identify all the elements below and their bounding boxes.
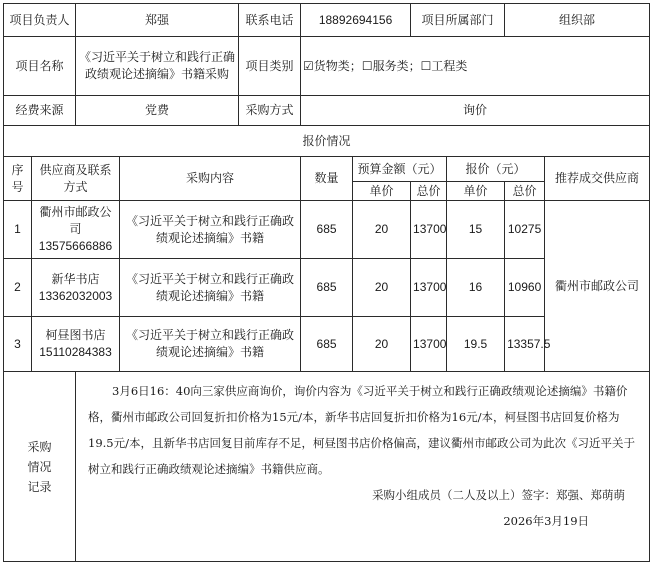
supplier-name: 柯昼图书店 <box>45 328 106 342</box>
row-supplier <box>32 317 120 372</box>
row-content: 《习近平关于树立和践行正确政绩观论述摘编》书籍 <box>120 317 301 372</box>
row-budget-unit: 20 <box>353 201 411 259</box>
record-text: 3月6日16：40向三家供应商询价，询价内容为《习近平关于树立和践行正确政绩观论述摘编》书籍价格，衢州市邮政公司回复折扣价格为15元/本，新华书店回复折扣价格为16元/本，柯昼图书店回复价格为19.5元/本，且新华书店回复目前库存不足，柯昼图书店价格偏高，建议衢州市邮政公司为此次《习近平关于树立和践行正确政绩观论述摘编》书籍供应商。 <box>88 384 635 476</box>
funding-source-value: 党费 <box>76 96 239 126</box>
row-qty: 685 <box>301 259 353 317</box>
leader-label: 项目负责人 <box>4 4 76 37</box>
row-quote-unit: 19.5 <box>447 317 505 372</box>
row-quote-total: 10275 <box>505 201 545 259</box>
col-supplier: 供应商及联系方式 <box>32 157 120 201</box>
col-quote: 报价（元） <box>447 157 545 182</box>
row-seq: 2 <box>4 259 32 317</box>
row-quote-unit: 16 <box>447 259 505 317</box>
procurement-method-value: 询价 <box>301 96 650 126</box>
project-name-value: 《习近平关于树立和践行正确政绩观论述摘编》书籍采购 <box>76 37 239 96</box>
row-content: 《习近平关于树立和践行正确政绩观论述摘编》书籍 <box>120 259 301 317</box>
col-quote-total: 总价 <box>505 182 545 201</box>
col-qty: 数量 <box>301 157 353 201</box>
row-budget-unit: 20 <box>353 317 411 372</box>
row-budget-total: 13700 <box>411 201 447 259</box>
record-signature: 采购小组成员（二人及以上）签字：郑强、郑萌萌 <box>372 488 626 502</box>
dept-value: 组织部 <box>505 4 650 37</box>
checked-box-icon: ☑ <box>303 58 314 73</box>
row-content: 《习近平关于树立和践行正确政绩观论述摘编》书籍 <box>120 201 301 259</box>
record-content <box>76 372 650 562</box>
type-option-goods[interactable]: ☑货物类； <box>303 58 362 73</box>
col-budget-unit: 单价 <box>353 182 411 201</box>
quote-section-title: 报价情况 <box>4 126 650 157</box>
col-budget-total: 总价 <box>411 182 447 201</box>
supplier-phone: 15110284383 <box>39 345 112 359</box>
type-option-service[interactable]: ☐服务类； <box>361 58 421 73</box>
project-type-label: 项目类别 <box>239 37 301 96</box>
table-row <box>4 201 650 259</box>
col-seq: 序号 <box>4 157 32 201</box>
project-type-options <box>301 37 650 96</box>
supplier-phone: 13575666886 <box>38 239 113 253</box>
type-option-engineering[interactable]: ☐工程类 <box>420 58 468 73</box>
col-budget: 预算金额（元） <box>353 157 447 182</box>
col-quote-unit: 单价 <box>447 182 505 201</box>
unchecked-box-icon: ☐ <box>420 58 432 73</box>
row-supplier <box>32 259 120 317</box>
phone-value: 18892694156 <box>301 4 411 37</box>
col-recommend: 推荐成交供应商 <box>545 157 650 201</box>
row-quote-total: 10960 <box>505 259 545 317</box>
dept-label: 项目所属部门 <box>411 4 505 37</box>
unchecked-box-icon: ☐ <box>361 58 373 73</box>
procurement-form <box>3 3 650 562</box>
record-label: 采购情况记录 <box>4 372 76 562</box>
row-qty: 685 <box>301 317 353 372</box>
funding-source-label: 经费来源 <box>4 96 76 126</box>
row-seq: 3 <box>4 317 32 372</box>
project-name-label: 项目名称 <box>4 37 76 96</box>
row-qty: 685 <box>301 201 353 259</box>
phone-label: 联系电话 <box>239 4 301 37</box>
record-date: 2026年3月19日 <box>503 514 590 528</box>
col-content: 采购内容 <box>120 157 301 201</box>
supplier-phone: 13362032003 <box>38 288 113 303</box>
recommended-supplier: 衢州市邮政公司 <box>545 201 650 372</box>
row-supplier <box>32 201 120 259</box>
supplier-name: 衢州市邮政公司 <box>39 205 112 236</box>
row-quote-total: 13357.5 <box>505 317 545 372</box>
row-quote-unit: 15 <box>447 201 505 259</box>
leader-value: 郑强 <box>76 4 239 37</box>
row-seq: 1 <box>4 201 32 259</box>
procurement-method-label: 采购方式 <box>239 96 301 126</box>
row-budget-unit: 20 <box>353 259 411 317</box>
row-budget-total: 13700 <box>411 259 447 317</box>
supplier-name: 新华书店 <box>51 271 100 286</box>
row-budget-total: 13700 <box>411 317 447 372</box>
